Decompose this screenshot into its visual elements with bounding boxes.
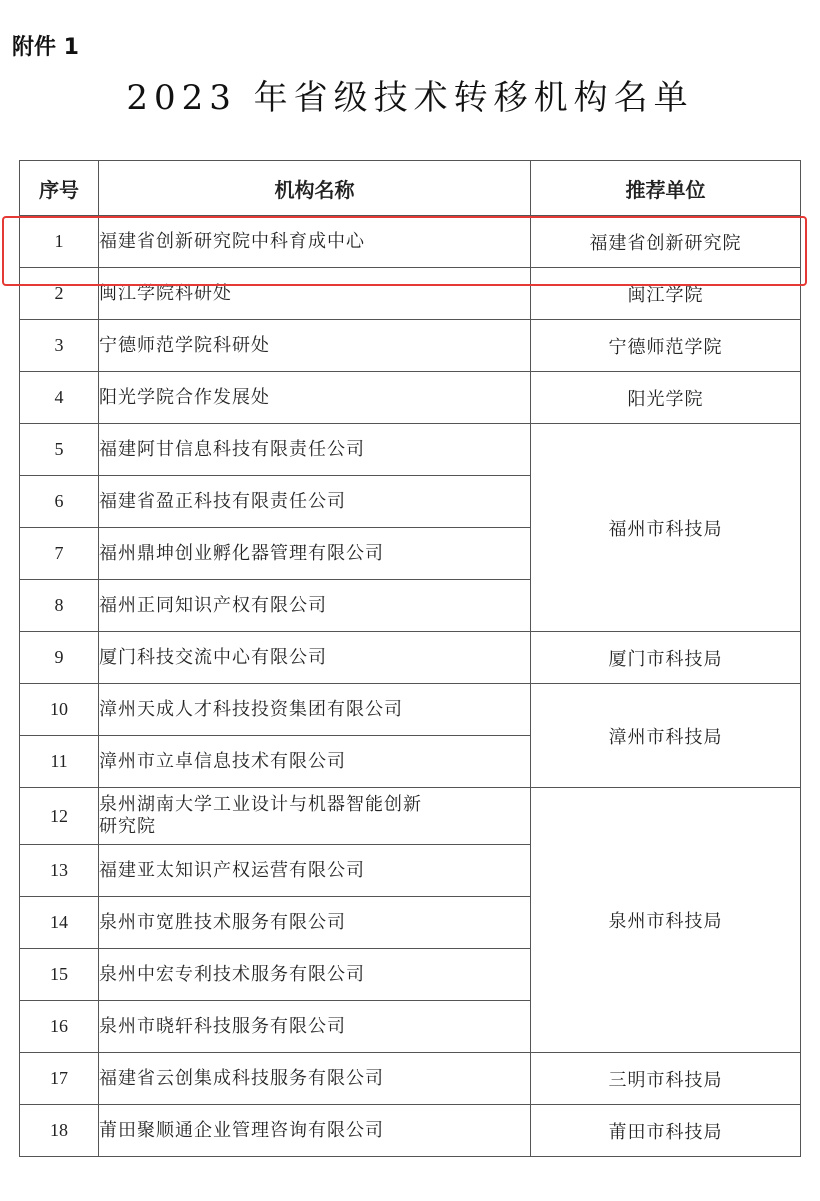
table-row <box>20 632 801 684</box>
row-unit: 宁德师范学院 <box>531 320 801 372</box>
row-name: 福建阿甘信息科技有限责任公司 <box>99 424 531 476</box>
table-header-row <box>20 161 801 216</box>
row-no: 4 <box>20 372 99 424</box>
row-name: 泉州中宏专利技术服务有限公司 <box>99 949 531 1001</box>
row-no: 17 <box>20 1053 99 1105</box>
row-unit: 福州市科技局 <box>531 424 801 632</box>
row-unit: 泉州市科技局 <box>531 788 801 1053</box>
row-no: 10 <box>20 684 99 736</box>
row-name: 泉州市晓轩科技服务有限公司 <box>99 1001 531 1053</box>
row-name: 福建省云创集成科技服务有限公司 <box>99 1053 531 1105</box>
row-unit: 阳光学院 <box>531 372 801 424</box>
row-unit: 漳州市科技局 <box>531 684 801 788</box>
row-name: 福建亚太知识产权运营有限公司 <box>99 845 531 897</box>
row-name: 福州鼎坤创业孵化器管理有限公司 <box>99 528 531 580</box>
row-name: 泉州市宽胜技术服务有限公司 <box>99 897 531 949</box>
row-unit: 闽江学院 <box>531 268 801 320</box>
row-name: 福建省盈正科技有限责任公司 <box>99 476 531 528</box>
row-name: 莆田聚顺通企业管理咨询有限公司 <box>99 1105 531 1157</box>
row-no: 5 <box>20 424 99 476</box>
header-unit: 推荐单位 <box>531 161 801 216</box>
table-row <box>20 424 801 476</box>
row-name: 闽江学院科研处 <box>99 268 531 320</box>
row-no: 14 <box>20 897 99 949</box>
header-no: 序号 <box>20 161 99 216</box>
row-name: 福州正同知识产权有限公司 <box>99 580 531 632</box>
row-unit: 福建省创新研究院 <box>531 216 801 268</box>
row-no: 11 <box>20 736 99 788</box>
table-row <box>20 320 801 372</box>
row-name: 漳州天成人才科技投资集团有限公司 <box>99 684 531 736</box>
table-row <box>20 788 801 845</box>
row-no: 7 <box>20 528 99 580</box>
table-row <box>20 372 801 424</box>
row-unit: 厦门市科技局 <box>531 632 801 684</box>
institution-table <box>19 160 801 1157</box>
document-title: 2023 年省级技术转移机构名单 <box>126 78 694 118</box>
row-name: 厦门科技交流中心有限公司 <box>99 632 531 684</box>
row-no: 12 <box>20 788 99 845</box>
row-unit: 莆田市科技局 <box>531 1105 801 1157</box>
row-name <box>99 788 531 845</box>
row-no: 9 <box>20 632 99 684</box>
table-row <box>20 684 801 736</box>
table-row <box>20 216 801 268</box>
row-no: 1 <box>20 216 99 268</box>
row-no: 16 <box>20 1001 99 1053</box>
header-name: 机构名称 <box>99 161 531 216</box>
table-row <box>20 1105 801 1157</box>
attachment-label: 附件 1 <box>12 35 79 60</box>
row-name: 阳光学院合作发展处 <box>99 372 531 424</box>
row-unit: 三明市科技局 <box>531 1053 801 1105</box>
row-name: 漳州市立卓信息技术有限公司 <box>99 736 531 788</box>
row-no: 18 <box>20 1105 99 1157</box>
row-no: 6 <box>20 476 99 528</box>
row-name-text: 泉州湖南大学工业设计与机器智能创新研究院 <box>99 794 422 837</box>
table-row <box>20 268 801 320</box>
row-name: 福建省创新研究院中科育成中心 <box>99 216 531 268</box>
row-no: 2 <box>20 268 99 320</box>
row-no: 15 <box>20 949 99 1001</box>
row-name: 宁德师范学院科研处 <box>99 320 531 372</box>
row-no: 3 <box>20 320 99 372</box>
row-no: 8 <box>20 580 99 632</box>
table-row <box>20 1053 801 1105</box>
row-no: 13 <box>20 845 99 897</box>
